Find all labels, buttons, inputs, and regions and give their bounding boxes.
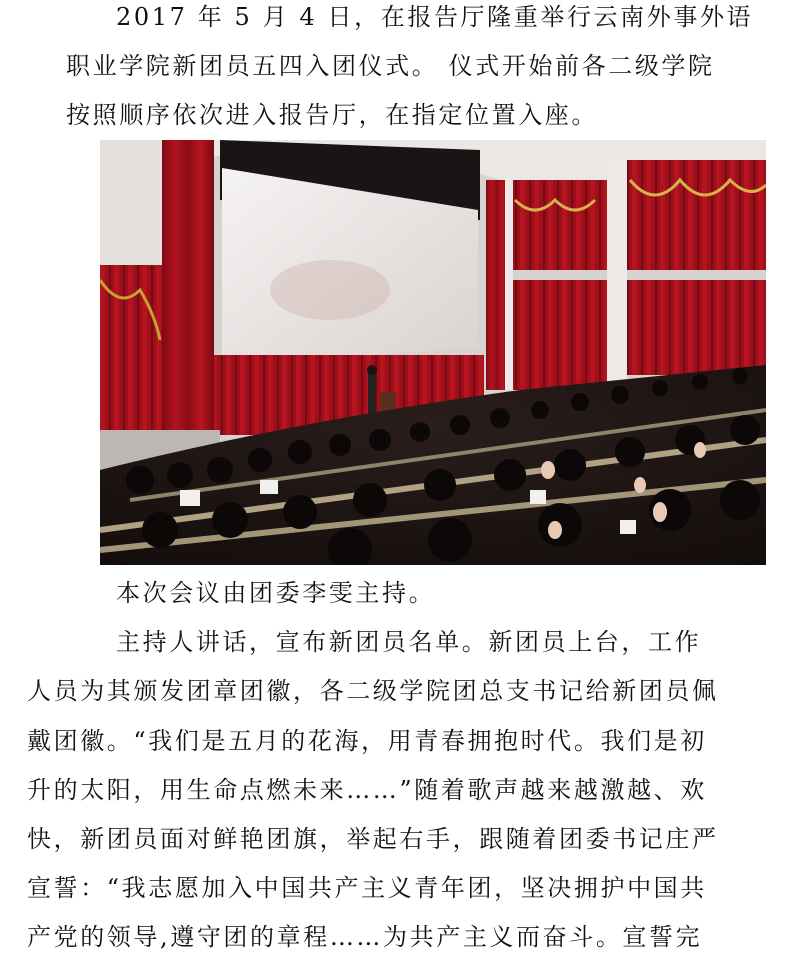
paragraph-3-line-1: 主持人讲话，宣布新团员名单。新团员上台，工作 [116,628,702,656]
paragraph-2-line-1: 本次会议由团委李雯主持。 [116,579,436,607]
paragraph-3-line-6: 宣誓：“我志愿加入中国共产主义青年团，坚决拥护中国共 [27,874,707,902]
auditorium-photo [100,140,766,565]
paragraph-3-line-4: 升的太阳，用生命点燃未来……”随着歌声越来越激越、欢 [27,776,707,804]
paragraph-3-line-7: 产党的领导,遵守团的章程……为共产主义而奋斗。宣誓完 [27,923,703,951]
paragraph-1-line-1: 2017 年 5 月 4 日，在报告厅隆重举行云南外事外语 [116,3,754,31]
paragraph-3-line-2: 人员为其颁发团章团徽，各二级学院团总支书记给新团员佩 [27,677,719,705]
paragraph-3-line-3: 戴团徽。“我们是五月的花海，用青春拥抱时代。我们是初 [27,727,707,755]
paragraph-3-line-5: 快，新团员面对鲜艳团旗，举起右手，跟随着团委书记庄严 [27,825,719,853]
paragraph-1-line-2: 职业学院新团员五四入团仪式。 仪式开始前各二级学院 [66,52,715,80]
paragraph-1-line-3: 按照顺序依次进入报告厅，在指定位置入座。 [66,101,598,129]
